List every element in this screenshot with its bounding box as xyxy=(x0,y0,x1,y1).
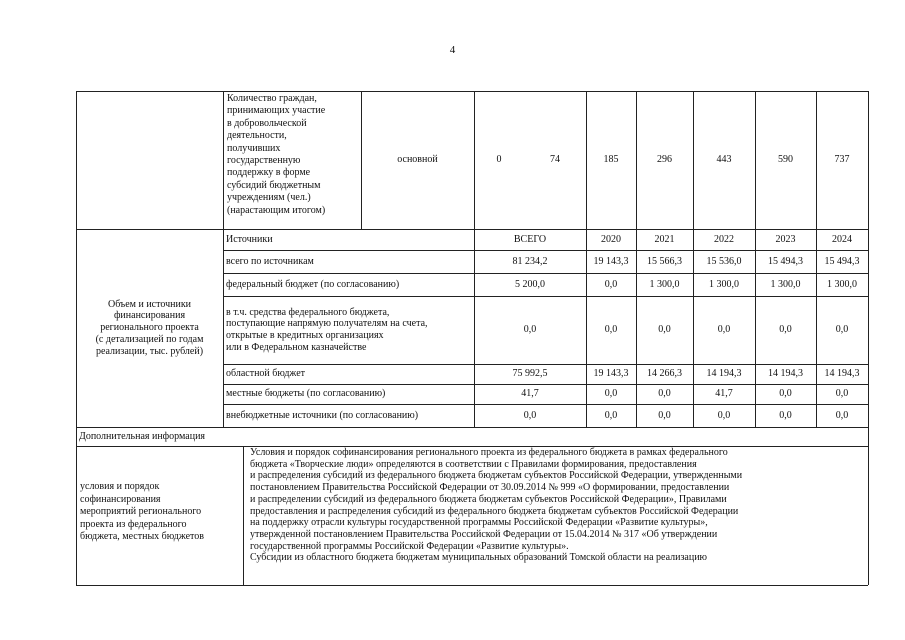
funding-row-total: 5 200,0 xyxy=(515,278,545,290)
page-number: 4 xyxy=(449,44,456,56)
cofinancing-text xyxy=(250,447,870,564)
year-header: 2022 xyxy=(714,233,734,245)
indicator-type: основной xyxy=(397,154,438,166)
funding-cell: 41,7 xyxy=(715,388,733,400)
funding-row-total: 0,0 xyxy=(523,409,537,421)
funding-cell: 0,0 xyxy=(658,409,671,421)
cofinancing-line: на поддержку отрасли культуры государственной программы Российской Федерации «Развитие культуры», xyxy=(250,517,708,529)
funding-row-total: 0,0 xyxy=(523,324,537,336)
funding-cell: 0,0 xyxy=(717,324,731,336)
funding-cell: 0,0 xyxy=(835,324,849,336)
cofinancing-line: утвержденной постановлением Правительства Российской Федерации от 15.04.2014 № 317 «Об утверждении xyxy=(250,528,718,540)
funding-cell: 15 536,0 xyxy=(706,255,742,267)
indicator-name-line: принимающих участие xyxy=(227,105,326,117)
funding-cell: 19 143,3 xyxy=(593,255,629,267)
indicator-name-line: получивших xyxy=(227,142,281,154)
year-header: 2024 xyxy=(832,233,852,245)
cofinancing-line: государственной программы Российской Федерации «Развитие культуры». xyxy=(250,540,569,552)
funding-row-total: 41,7 xyxy=(521,388,539,400)
funding-cell: 19 143,3 xyxy=(593,368,629,380)
funding-cell: 0,0 xyxy=(779,409,792,421)
cofinancing-line: и распределении субсидий из федерального бюджета бюджетам субъектов Российской Федерации», Правилами xyxy=(250,493,727,505)
indicator-name-line: (нарастающим итогом) xyxy=(227,204,326,216)
cofinancing-line: постановлением Правительства Российской Федерации от 30.09.2014 № 999 «О формировании, предоставлении xyxy=(250,482,730,494)
indicator-value: 185 xyxy=(603,154,619,166)
cofinancing-line: и распределения субсидий из федерального бюджета бюджетам субъектов Российской Федерации, утвержденными xyxy=(250,470,743,482)
funding-cell: 0,0 xyxy=(779,324,792,336)
funding-cell: 0,0 xyxy=(604,409,618,421)
funding-cell: 0,0 xyxy=(835,388,849,400)
indicator-name-line: учреждениям (чел.) xyxy=(227,192,311,204)
indicator-value: 590 xyxy=(778,154,793,166)
funding-row-total: 75 992,5 xyxy=(512,368,548,380)
funding-cell: 14 194,3 xyxy=(706,368,742,380)
funding-cell: 1 300,0 xyxy=(770,278,801,290)
indicator-name-line: деятельности, xyxy=(227,130,287,142)
indicator-name-line: поддержку в форме xyxy=(227,167,311,179)
indicator-name-line: в добровольческой xyxy=(227,117,307,129)
cofinancing-line: бюджета «Творческие люди» определяются в соответствии с Правилами формирования, предоставления xyxy=(250,458,697,470)
funding-cell: 15 494,3 xyxy=(768,255,803,267)
indicator-value: 737 xyxy=(834,154,850,166)
year-header: 2020 xyxy=(601,233,621,245)
indicator-name-line: субсидий бюджетным xyxy=(227,179,321,191)
indicator-name-line: Количество граждан, xyxy=(227,93,317,104)
year-header: 2021 xyxy=(654,233,675,245)
sources-header: Источники xyxy=(226,233,273,245)
funding-row-label: всего по источникам xyxy=(226,255,314,267)
funding-cell: 15 566,3 xyxy=(647,255,682,267)
funding-cell: 0,0 xyxy=(835,409,849,421)
funding-row-total: 81 234,2 xyxy=(512,255,548,267)
additional-info-heading: Дополнительная информация xyxy=(79,430,206,442)
table-bottom-border xyxy=(76,585,868,586)
total-header: ВСЕГО xyxy=(513,233,547,245)
indicator-name xyxy=(227,93,359,217)
indicator-name-line: государственную xyxy=(227,155,301,167)
indicator-value: 296 xyxy=(657,154,672,166)
cofinancing-line: Условия и порядок софинансирования регионального проекта из федерального бюджета в рамках федерального xyxy=(250,447,728,458)
funding-row-label: федеральный бюджет (по согласованию) xyxy=(226,278,400,290)
funding-label: Объем и источники финансирования регионального проекта (с детализацией по годам реализации, тыс. рублей) xyxy=(95,298,204,357)
year-header: 2023 xyxy=(775,233,796,245)
cofinancing-label: условия и порядок софинансирования мероприятий регионального проекта из федерального бюджета, местных бюджетов xyxy=(80,481,204,543)
funding-cell: 15 494,3 xyxy=(824,255,860,267)
funding-cell: 1 300,0 xyxy=(649,278,680,290)
cofinancing-line: Субсидии из областного бюджета бюджетам муниципальных образований Томской области на реализацию xyxy=(250,552,708,564)
funding-row-label: областной бюджет xyxy=(226,368,306,380)
funding-cell: 0,0 xyxy=(604,324,618,336)
funding-row-label: местные бюджеты (по согласованию) xyxy=(226,388,386,400)
col-divider xyxy=(243,446,244,585)
funding-cell: 0,0 xyxy=(658,388,671,400)
funding-row-label: в т.ч. средства федерального бюджета, поступающие напрямую получателям на счета, открытые в кредитных организациях или в Федеральном казначействе xyxy=(226,306,428,353)
funding-cell: 0,0 xyxy=(604,388,618,400)
funding-row-label: внебюджетные источники (по согласованию) xyxy=(226,409,419,421)
funding-cell: 0,0 xyxy=(658,324,671,336)
funding-cell: 14 266,3 xyxy=(647,368,682,380)
indicator-base-value: 0 xyxy=(496,154,502,166)
funding-cell: 1 300,0 xyxy=(827,278,857,290)
funding-cell: 14 194,3 xyxy=(824,368,860,380)
funding-cell: 14 194,3 xyxy=(768,368,803,380)
indicator-value: 443 xyxy=(716,154,732,166)
funding-cell: 0,0 xyxy=(779,388,792,400)
indicator-value: 74 xyxy=(550,154,560,166)
funding-cell: 0,0 xyxy=(717,409,731,421)
funding-cell: 1 300,0 xyxy=(709,278,739,290)
funding-cell: 0,0 xyxy=(604,278,618,290)
cofinancing-line: предоставления и распределения субсидий из федерального бюджета бюджетам субъектов Российской Федерации xyxy=(250,505,739,517)
